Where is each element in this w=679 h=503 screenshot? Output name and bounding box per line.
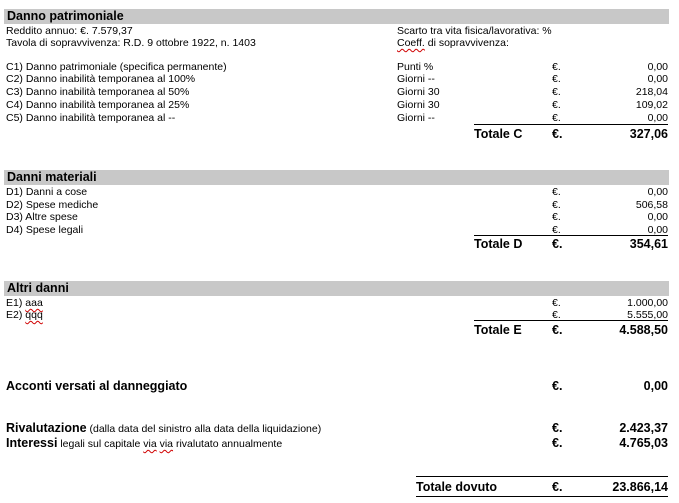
row-label: D3) Altre spese: [6, 211, 78, 223]
tavola-sopravvivenza: Tavola di sopravvivenza: R.D. 9 ottobre 1922, n. 1403: [6, 37, 256, 49]
interessi-line: [6, 436, 282, 451]
row-amount: 506,58: [635, 199, 668, 211]
rivalutazione-note: (dalla data del sinistro alla data della liquidazione): [86, 423, 322, 435]
row-label: D4) Spese legali: [6, 224, 84, 236]
acconti-currency: €.: [552, 379, 563, 393]
acconti-amount: 0,00: [643, 379, 668, 393]
rivalutazione-line: [6, 421, 321, 436]
row-currency: €.: [552, 186, 561, 198]
row-label: C5) Danno inabilità temporanea al --: [6, 112, 176, 124]
row-amount: 109,02: [635, 99, 668, 111]
row-currency: €.: [552, 297, 561, 309]
row-label: C1) Danno patrimoniale (specifica permanente): [6, 61, 227, 73]
rivalutazione-amount: 2.423,37: [619, 421, 668, 435]
interessi-via-2: via: [159, 438, 174, 450]
row-currency: €.: [552, 199, 561, 211]
interessi-note-1: legali sul capitale: [57, 438, 144, 450]
totale-dovuto-label: Totale dovuto: [416, 480, 498, 494]
row-amount: 218,04: [635, 86, 668, 98]
totale-dovuto-bottom-rule: [416, 496, 668, 497]
row-currency: €.: [552, 211, 561, 223]
row-label: C2) Danno inabilità temporanea al 100%: [6, 73, 196, 85]
row-unit: Punti %: [397, 61, 434, 73]
row-amount: 0,00: [647, 224, 668, 236]
row-currency: €.: [552, 112, 561, 124]
row-word: qqq: [25, 309, 43, 321]
total-d-label: Totale D: [474, 237, 523, 251]
total-d-rule: [474, 235, 668, 236]
row-amount: 1.000,00: [627, 297, 668, 309]
row-amount: 0,00: [647, 73, 668, 85]
total-c-amount: 327,06: [629, 127, 668, 141]
totale-dovuto-amount: 23.866,14: [612, 480, 668, 494]
acconti-label: Acconti versati al danneggiato: [6, 379, 188, 393]
rivalutazione-currency: €.: [552, 421, 563, 435]
row-unit: Giorni --: [397, 73, 435, 85]
row-label: D2) Spese mediche: [6, 199, 99, 211]
row-label: C4) Danno inabilità temporanea al 25%: [6, 99, 190, 111]
row-currency: €.: [552, 309, 561, 321]
row-currency: €.: [552, 61, 561, 73]
total-c-rule: [474, 124, 668, 125]
row-amount: 5.555,00: [627, 309, 668, 321]
total-d-currency: €.: [552, 237, 563, 251]
total-d-amount: 354,61: [629, 237, 668, 251]
row-currency: €.: [552, 99, 561, 111]
coeff-sopravvivenza: [397, 37, 509, 49]
total-e-label: Totale E: [474, 323, 522, 337]
total-e-currency: €.: [552, 323, 563, 337]
row-currency: €.: [552, 224, 561, 236]
rivalutazione-label: Rivalutazione: [6, 421, 87, 435]
row-unit: Giorni 30: [397, 99, 440, 111]
row-amount: 0,00: [647, 211, 668, 223]
reddito-annuo: Reddito annuo: €. 7.579,37: [6, 25, 133, 37]
section-header-altri-danni: Altri danni: [4, 281, 669, 296]
row-amount: 0,00: [647, 186, 668, 198]
totale-dovuto-rule: [416, 476, 668, 477]
total-e-amount: 4.588,50: [619, 323, 668, 337]
totale-dovuto-currency: €.: [552, 480, 563, 494]
interessi-amount: 4.765,03: [619, 436, 668, 450]
row-amount: 0,00: [647, 61, 668, 73]
row-prefix: E2): [6, 309, 26, 321]
row-prefix: E1): [6, 297, 26, 309]
row-label: C3) Danno inabilità temporanea al 50%: [6, 86, 190, 98]
scarto-vita: Scarto tra vita fisica/lavorativa: %: [397, 25, 552, 37]
total-c-label: Totale C: [474, 127, 523, 141]
row-currency: €.: [552, 73, 561, 85]
section-header-danni-materiali: Danni materiali: [4, 170, 669, 185]
total-c-currency: €.: [552, 127, 563, 141]
interessi-currency: €.: [552, 436, 563, 450]
row-unit: Giorni --: [397, 112, 435, 124]
row-currency: €.: [552, 86, 561, 98]
interessi-label: Interessi: [6, 436, 58, 450]
row-label: [6, 309, 43, 321]
coeff-rest: di sopravvivenza:: [424, 37, 509, 49]
section-header-danno-patrimoniale: Danno patrimoniale: [4, 9, 669, 24]
row-label: D1) Danni a cose: [6, 186, 88, 198]
row-label: [6, 297, 43, 309]
row-amount: 0,00: [647, 112, 668, 124]
row-unit: Giorni 30: [397, 86, 440, 98]
coeff-word: Coeff.: [397, 37, 425, 49]
interessi-via-1: via: [143, 438, 157, 450]
row-word: aaa: [25, 297, 43, 309]
total-e-rule: [474, 320, 668, 321]
interessi-note-3: rivalutato annualmente: [173, 438, 283, 450]
